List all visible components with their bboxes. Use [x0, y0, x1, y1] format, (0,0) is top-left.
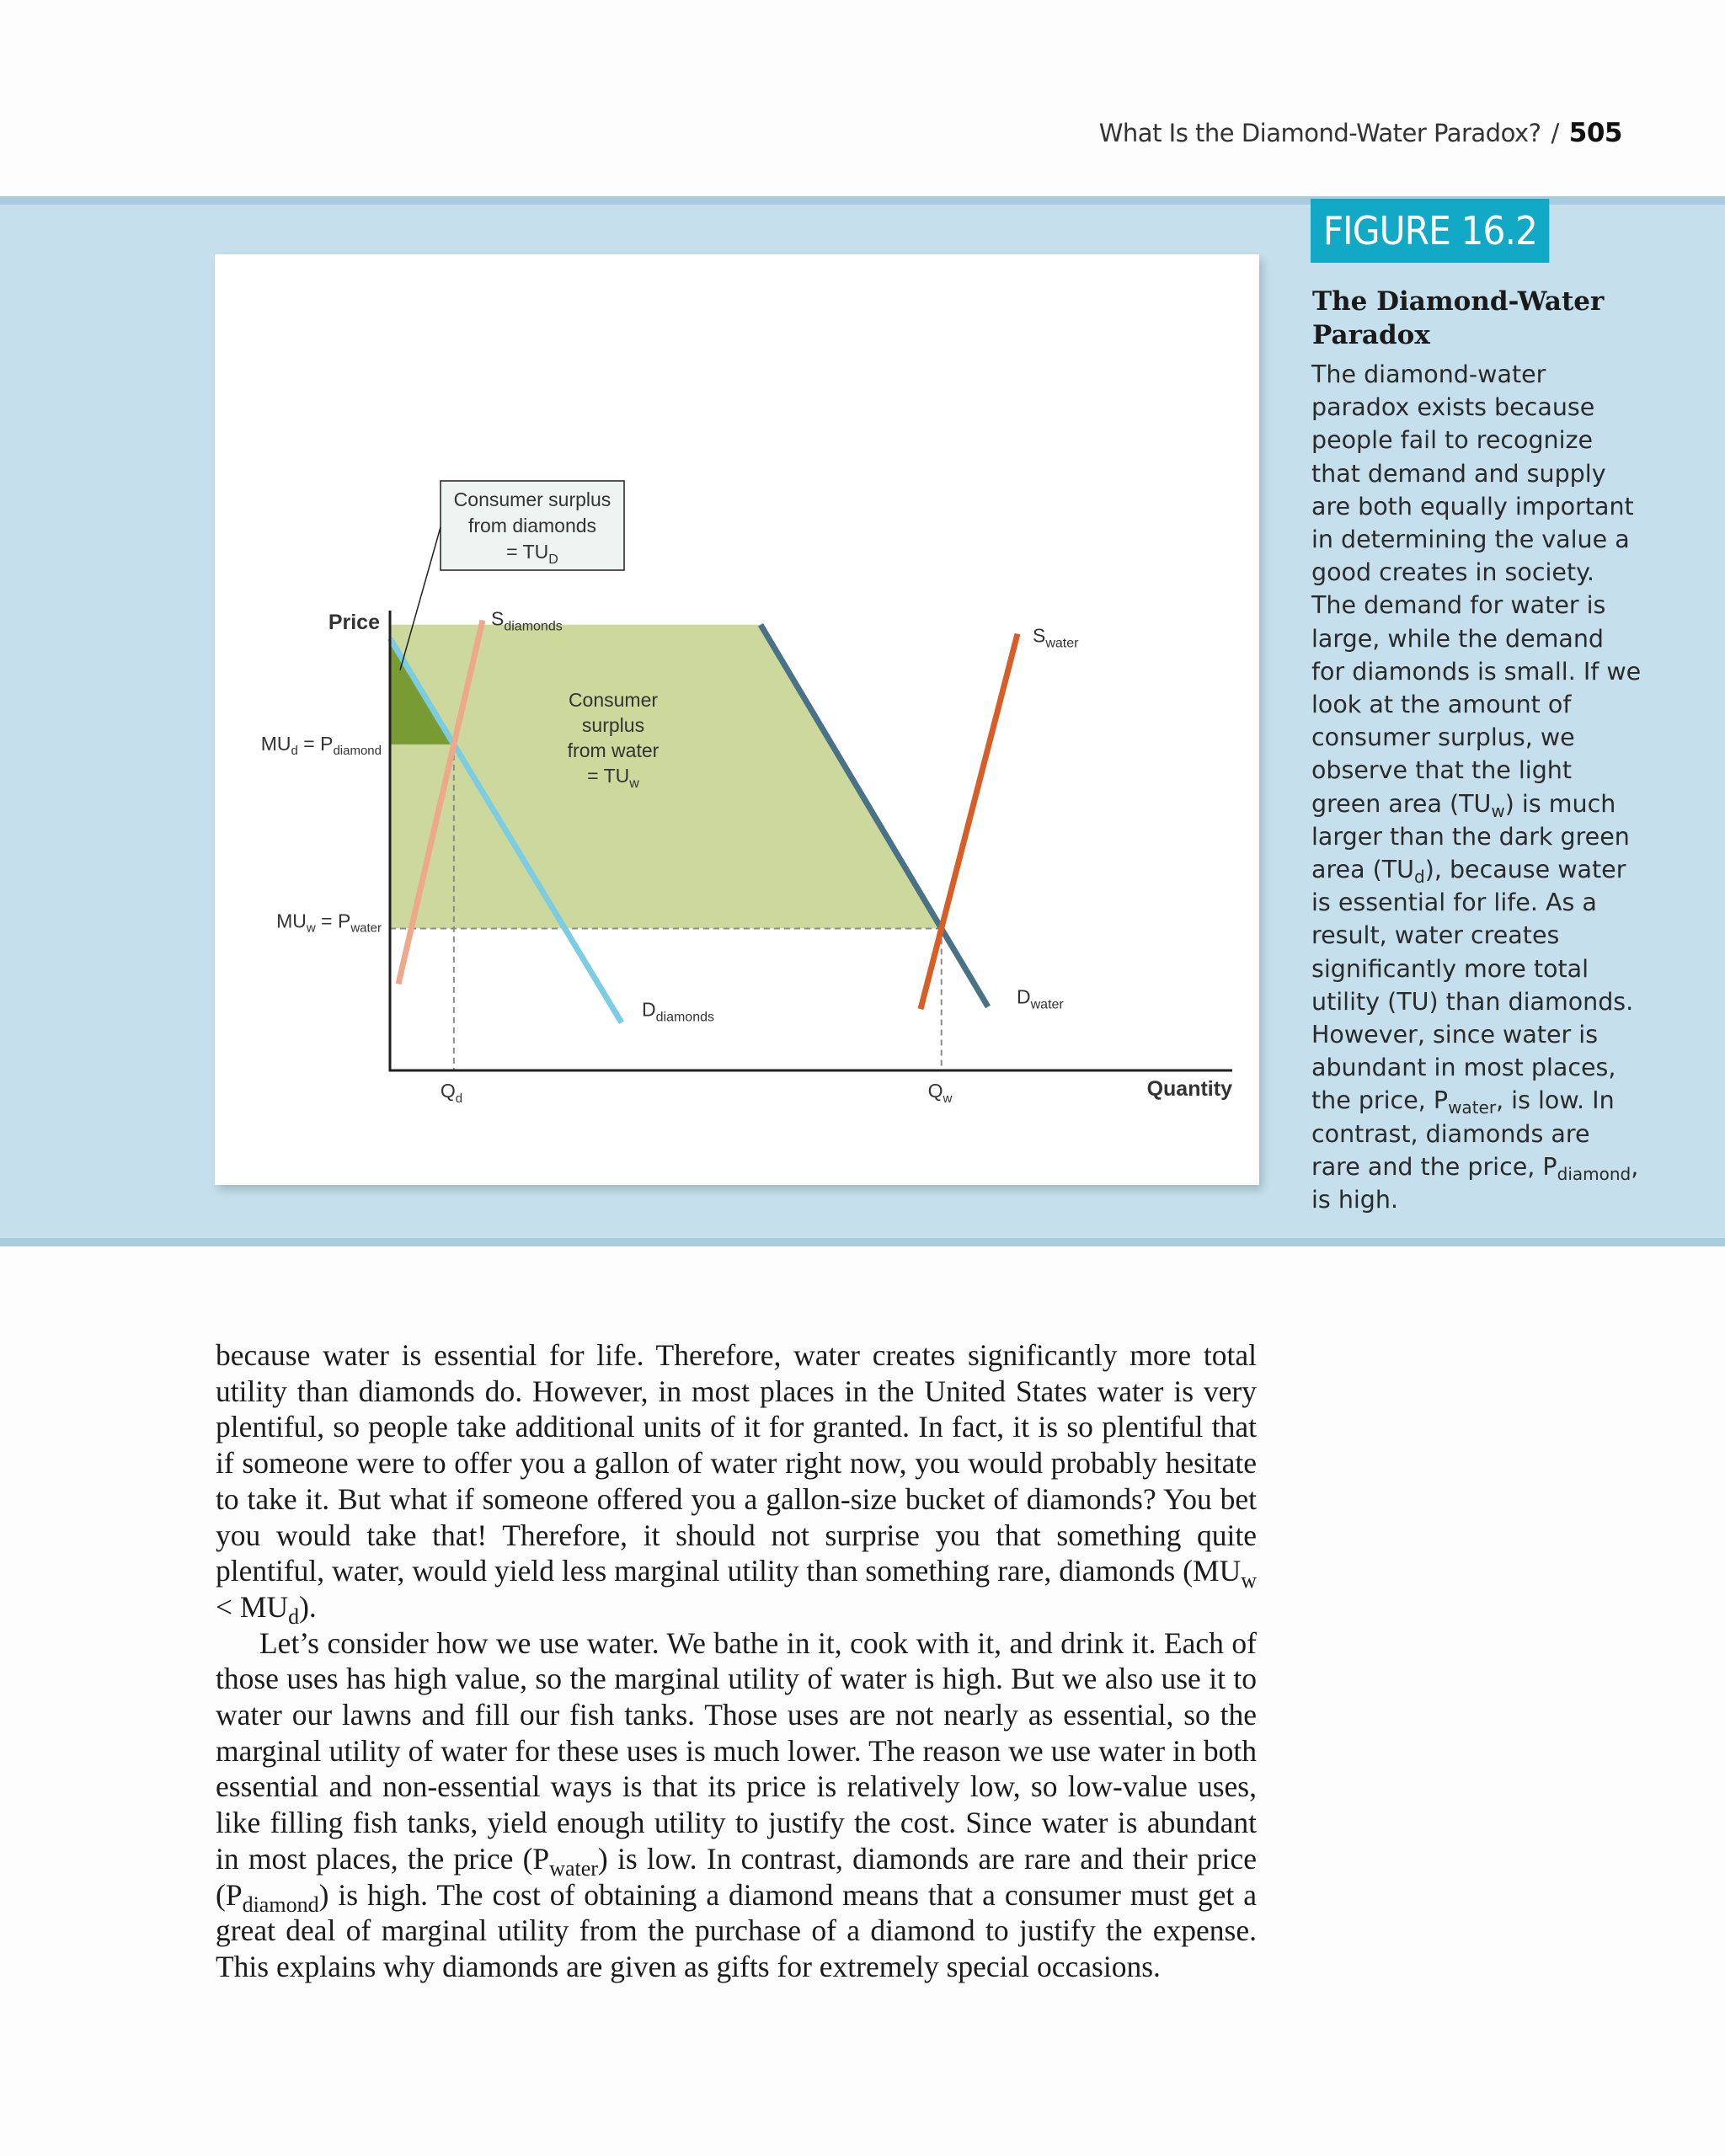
subscript: water: [549, 1855, 598, 1881]
running-head: [1011, 118, 1622, 148]
water-surplus-label-line-3: from water: [567, 739, 660, 761]
figure-caption: The diamond-water paradox exists because people fail to recognize that demand and supply are both equally important in determining the value a good creates in society. The demand for water is large, while the demand for diamonds is small. If we look at the amount of consumer surplus, we observe that the light green area $(TU_w)$ is much larger than the dark green area $(TU_d)$, because water is essential for life. As a result, water creates significantly more total utility (TU) than diamonds. However, since water is abundant in most places, the price, $P_{water}$, is low. In contrast, diamonds are rare and the price, $P_{diamond}$, is high.: [1311, 360, 1642, 1214]
swater-label: $S_{water}$: [1033, 624, 1079, 651]
diamond-water-chart: [215, 254, 1259, 1185]
body-paragraph-1: because water is essential for life. Therefore, water creates significantly more total utility than diamonds do. However, in most places in the United States water is very plentiful, so people take additional units of it for granted. In fact, it is so plentiful that if someone were to offer you a gallon of water right now, you would probably hesitate to take it. But what if someone offered you a gallon-size bucket of diamonds? You bet you would take that! Therefore, it should not surprise you that something quite plentiful, water, would yield less marginal utility than something rare, diamonds $(MU_w < MU_d)$.: [216, 1338, 1257, 1629]
chart-card: [215, 254, 1259, 1185]
subscript: d: [288, 1604, 300, 1629]
water-surplus-label-line-4: = $TU_w$: [587, 765, 639, 791]
page-number: 505: [1568, 118, 1622, 148]
figure-label: FIGURE 16.2: [1311, 199, 1550, 263]
x-tick-label-2: $Q_w$: [927, 1080, 953, 1106]
water-surplus-label-line-1: Consumer: [568, 689, 659, 711]
body-paragraph-2: Let’s consider how we use water. We bathe in it, cook with it, and drink it. Each of those uses has high value, so the marginal utility of water is high. But we also use it to water our lawns and fill our fish tanks. Those uses are not nearly as essential, so the marginal utility of water for these uses is much lower. The reason we use water in both essential and non-essential ways is that its price is relatively low, so low-value uses, like filling fish tanks, yield enough utility to justify the cost. Since water is abundant in most places, the price $(P_{water})$ is low. In contrast, diamonds are rare and their price $(P_{diamond})$ is high. The cost of obtaining a diamond means that a consumer must get a great deal of marginal utility from the purchase of a diamond to justify the expense. This explains why diamonds are given as gifts for extremely special occasions.: [216, 1625, 1257, 1983]
x-tick-label-1: $Q_d$: [440, 1080, 463, 1106]
figure-title: The Diamond-Water Paradox: [1312, 286, 1605, 350]
subscript: diamond: [1557, 1163, 1632, 1184]
subscript: water: [1448, 1097, 1497, 1118]
diamond-surplus-label-line-1: Consumer surplus: [453, 488, 611, 510]
running-head-title: What Is the Diamond-Water Paradox?: [1098, 119, 1541, 147]
subscript: w: [1241, 1568, 1257, 1593]
y-axis-label: Price: [328, 611, 380, 635]
subscript: w: [1491, 800, 1505, 821]
running-head-separator: /: [1551, 119, 1559, 147]
y-tick-label-1: $MU_d = P_{diamond}$: [260, 732, 382, 758]
subscript: diamond: [242, 1892, 319, 1917]
ddiamonds-label: $D_{diamonds}$: [642, 998, 714, 1025]
body-text: [216, 1337, 1257, 1985]
subscript: d: [1414, 867, 1425, 888]
curve-swater: [921, 634, 1017, 1010]
y-tick-label-2: $MU_w = P_{water}$: [276, 910, 382, 936]
x-axis-label: Quantity: [1146, 1077, 1232, 1101]
diamond-surplus-label-line-2: from diamonds: [467, 515, 597, 536]
dwater-label: $D_{water}$: [1017, 985, 1064, 1012]
water-surplus-label-line-2: surplus: [581, 714, 645, 736]
sdiamonds-label: $S_{diamonds}$: [491, 607, 563, 634]
diamond-surplus-label-line-3: = $TU_D$: [506, 541, 558, 567]
